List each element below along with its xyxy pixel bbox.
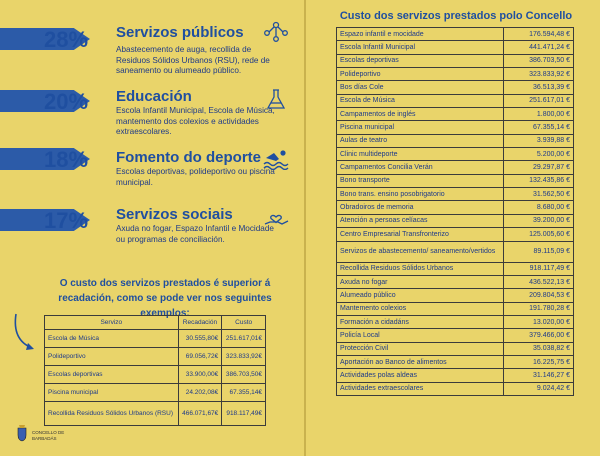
stat-title: Fomento do deporte [116, 149, 261, 166]
cell-cost: 1.800,00 € [504, 108, 574, 121]
cell-service: Recollida Residuos Sólidos Urbanos (RSU) [45, 402, 179, 426]
cell-cost: 8.680,00 € [504, 201, 574, 214]
flask-icon [262, 88, 290, 112]
stat-percent: 18% [44, 147, 89, 172]
table-row [337, 28, 574, 41]
cell-cost: 31.146,27 € [504, 369, 574, 382]
table-row [337, 289, 574, 302]
cell-service: Protección Civil [337, 342, 504, 355]
cell-cost: 379.466,00 € [504, 329, 574, 342]
table-row [337, 369, 574, 382]
cell-cost: 436.522,13 € [504, 275, 574, 288]
table-row [337, 329, 574, 342]
cell-cost: 89.115,09 € [504, 241, 574, 262]
costs-table [336, 27, 574, 396]
cell-cost: 67.355,14€ [222, 384, 266, 402]
costs-title: Custo dos servizos prestados polo Concello [339, 10, 573, 22]
cell-service: Campamentos Concilia Verán [337, 161, 504, 174]
table-row [337, 81, 574, 94]
table-row [337, 134, 574, 147]
cell-service: Clinic multideporte [337, 148, 504, 161]
page-fold [304, 0, 306, 456]
table-row [337, 108, 574, 121]
table-row [337, 161, 574, 174]
cell-cost: 125.005,60 € [504, 228, 574, 241]
table-row [337, 355, 574, 368]
stat-description: Abastecemento de auga, recollida de Residuos Sólidos Urbanos (RSU), rede de saneamento ou alumeado público. [116, 45, 270, 75]
table-row [337, 68, 574, 81]
stat-title: Servizos sociais [116, 206, 233, 223]
comparison-note: O custo dos servizos prestados é superior á recadación, como se pode ver nos seguintes exemplos: [58, 278, 272, 319]
right-panel [308, 0, 600, 456]
cell-cost: 441.471,24 € [504, 41, 574, 54]
cell-cost: 209.804,53 € [504, 289, 574, 302]
cell-service: Piscina municipal [45, 384, 179, 402]
cell-revenue: 24.202,08€ [178, 384, 222, 402]
cell-service: Escolas deportivas [45, 366, 179, 384]
table-row [337, 241, 574, 262]
table-row [337, 174, 574, 187]
cell-cost: 13.020,00 € [504, 315, 574, 328]
cell-cost: 31.562,50 € [504, 188, 574, 201]
header-cost: Custo [222, 316, 266, 330]
coat-of-arms-icon [16, 424, 28, 442]
cell-revenue: 33.900,00€ [178, 366, 222, 384]
table-row [337, 148, 574, 161]
municipality-logo-text: CONCELLO DE BARBADÁS [32, 430, 65, 441]
cell-service: Actividades extraescolares [337, 382, 504, 395]
heart-hand-icon [262, 206, 290, 230]
swimmer-icon [262, 146, 290, 170]
table-row [337, 382, 574, 395]
cell-service: Espazo infantil e mocidade [337, 28, 504, 41]
cell-service: Formación a cidadáns [337, 315, 504, 328]
cell-service: Centro Empresarial Transfronterizo [337, 228, 504, 241]
table-row [337, 94, 574, 107]
cell-service: Actividades polas aldeas [337, 369, 504, 382]
cell-service: Aulas de teatro [337, 134, 504, 147]
table-row [337, 315, 574, 328]
table-row [45, 366, 266, 384]
cell-revenue: 466.071,67€ [178, 402, 222, 426]
cell-service: Escola de Música [337, 94, 504, 107]
stat-servizos-sociais [0, 204, 304, 264]
cell-cost: 386.703,50€ [222, 366, 266, 384]
cell-cost: 176.594,48 € [504, 28, 574, 41]
table-row [337, 54, 574, 67]
cell-cost: 191.780,28 € [504, 302, 574, 315]
stat-percent: 28% [44, 27, 89, 52]
stat-percent: 20% [44, 89, 89, 114]
stat-description: Escolas deportivas, polideportivo ou piscina municipal. [116, 167, 275, 187]
cell-cost: 251.617,01 € [504, 94, 574, 107]
table-row [337, 121, 574, 134]
cell-service: Servizos de abastecemento/ saneamento/vertidos [337, 241, 504, 262]
table-row [45, 330, 266, 348]
cell-service: Escola de Música [45, 330, 179, 348]
stat-fomento-deporte [0, 146, 304, 206]
cell-service: Obradoiros de memoria [337, 201, 504, 214]
cell-service: Bos días Cole [337, 81, 504, 94]
cell-cost: 35.038,82 € [504, 342, 574, 355]
stat-percent: 17% [44, 208, 89, 233]
header-revenue: Recadación [178, 316, 222, 330]
cell-cost: 918.117,49 € [504, 262, 574, 275]
cell-cost: 323.833,92 € [504, 68, 574, 81]
cell-service: Polideportivo [337, 68, 504, 81]
cell-service: Atención a persoas celíacas [337, 214, 504, 227]
table-row [337, 342, 574, 355]
table-row [337, 228, 574, 241]
stat-description: Escola Infantil Municipal, Escola de Música, mantemento dos colexios e actividades extraescolares. [116, 106, 275, 136]
cell-service: Policía Local [337, 329, 504, 342]
curved-arrow-icon [10, 312, 40, 362]
cell-service: Campamentos de inglés [337, 108, 504, 121]
table-row [337, 214, 574, 227]
cell-service: Bono transporte [337, 174, 504, 187]
table-row [337, 275, 574, 288]
cell-cost: 9.024,42 € [504, 382, 574, 395]
cell-service: Piscina municipal [337, 121, 504, 134]
stat-servizos-publicos [0, 18, 304, 78]
stat-title: Educación [116, 88, 192, 105]
cell-cost: 918.117,49€ [222, 402, 266, 426]
table-header-row [45, 316, 266, 330]
cell-service: Bono trans. ensino posobrigatorio [337, 188, 504, 201]
cell-service: Escolas deportivas [337, 54, 504, 67]
cell-service: Recollida Residuos Sólidos Urbanos [337, 262, 504, 275]
comparison-table [44, 315, 266, 426]
cell-cost: 323.833,92€ [222, 348, 266, 366]
table-row [45, 348, 266, 366]
cell-cost: 251.617,01€ [222, 330, 266, 348]
table-row [45, 402, 266, 426]
stat-title: Servizos públicos [116, 24, 244, 41]
table-row [337, 188, 574, 201]
cell-cost: 3.939,88 € [504, 134, 574, 147]
cell-cost: 5.200,00 € [504, 148, 574, 161]
cell-cost: 29.297,87 € [504, 161, 574, 174]
people-network-icon [262, 20, 290, 44]
table-row [337, 262, 574, 275]
cell-service: Mantemento colexios [337, 302, 504, 315]
stat-description: Axuda no fogar, Espazo Infantil e Mocidade ou programas de conciliación. [116, 224, 274, 244]
table-row [337, 302, 574, 315]
cell-cost: 132.435,86 € [504, 174, 574, 187]
cell-cost: 386.703,50 € [504, 54, 574, 67]
cell-service: Polideportivo [45, 348, 179, 366]
stat-educacion [0, 84, 304, 144]
cell-service: Aportación ao Banco de alimentos [337, 355, 504, 368]
cell-service: Alumeado público [337, 289, 504, 302]
table-row [337, 41, 574, 54]
header-service: Servizo [45, 316, 179, 330]
cell-cost: 67.355,14 € [504, 121, 574, 134]
cell-cost: 36.513,39 € [504, 81, 574, 94]
cell-revenue: 69.056,72€ [178, 348, 222, 366]
cell-revenue: 30.555,80€ [178, 330, 222, 348]
cell-service: Axuda no fogar [337, 275, 504, 288]
table-row [45, 384, 266, 402]
cell-cost: 39.200,00 € [504, 214, 574, 227]
table-row [337, 201, 574, 214]
cell-cost: 16.225,75 € [504, 355, 574, 368]
cell-service: Escola Infantil Municipal [337, 41, 504, 54]
